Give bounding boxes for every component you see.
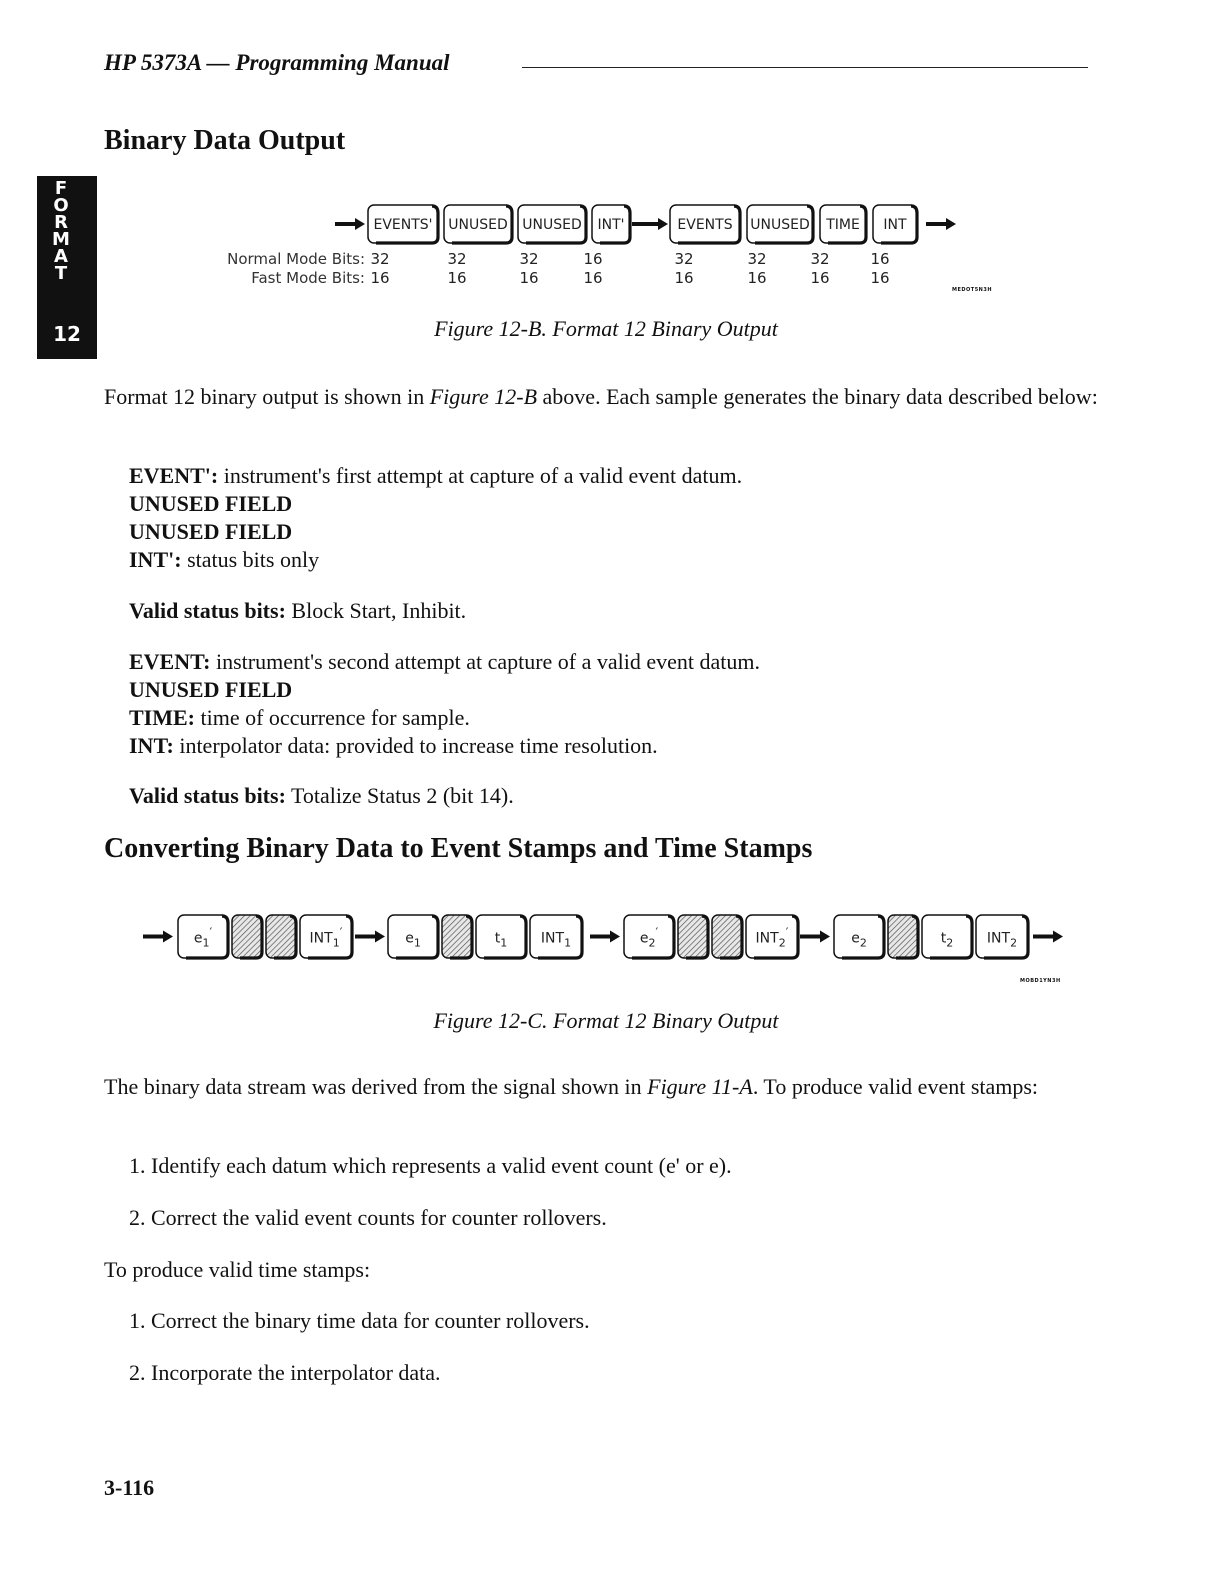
box-label: $INT_1'$ [309, 925, 343, 950]
running-header: HP 5373A — Programming Manual [104, 50, 450, 75]
data-box [232, 915, 262, 958]
event-step-2: 2. Correct the valid event counts for counter rollovers. [129, 1205, 607, 1230]
flow-arrow-head [1053, 931, 1063, 943]
intro-text: Format 12 binary output is shown in [104, 384, 430, 409]
normal-mode-bits: 16 [870, 250, 890, 268]
flow-arrow-head [163, 931, 173, 943]
figure-12b-caption: Figure 12-B. Format 12 Binary Output [434, 316, 778, 341]
flow-arrow-head [375, 931, 385, 943]
normal-mode-bits: 32 [810, 250, 830, 268]
box-label: INT' [597, 217, 625, 233]
normal-mode-label: Normal Mode Bits: [227, 250, 365, 268]
box-label: $INT_1$ [540, 930, 572, 950]
fast-mode-bits: 16 [519, 269, 539, 287]
field-item: UNUSED FIELD [129, 491, 293, 516]
figure-reference: Figure 12-B [429, 384, 538, 409]
box-label: EVENTS' [373, 217, 433, 233]
valid-status-bits-2: Valid status bits: Totalize Status 2 (bit 14). [129, 783, 514, 808]
flow-arrow-head [820, 931, 830, 943]
tab-letter: M [52, 229, 70, 250]
box-label: $t_2$ [940, 930, 954, 950]
figure-12b-code: MEDOT5N3H [952, 287, 993, 293]
box-label: $e_2$ [851, 930, 867, 950]
tab-letter: A [54, 246, 68, 267]
fast-mode-bits: 16 [870, 269, 890, 287]
field-item: EVENT': instrument's first attempt at capture of a valid event datum. [129, 463, 743, 488]
box-label: $e_1'$ [193, 925, 213, 950]
data-box [266, 915, 296, 958]
section-title-converting: Converting Binary Data to Event Stamps and Time Stamps [104, 833, 813, 864]
data-box [442, 915, 472, 958]
data-box [712, 915, 742, 958]
figure-12c-code: MOBD1YN3H [1020, 978, 1061, 984]
field-item: TIME: time of occurrence for sample. [129, 705, 470, 730]
section-title-binary-data-output: Binary Data Output [104, 125, 346, 156]
fast-mode-bits: 16 [747, 269, 767, 287]
figure-12c-boxes [143, 915, 1063, 958]
data-box [678, 915, 708, 958]
normal-mode-bits: 32 [747, 250, 767, 268]
box-label: UNUSED [448, 217, 508, 233]
normal-mode-bits: 32 [674, 250, 694, 268]
time-step-2: 2. Incorporate the interpolator data. [129, 1360, 441, 1385]
normal-mode-bits: 32 [447, 250, 467, 268]
box-label: $t_1$ [494, 930, 508, 950]
box-label: UNUSED [750, 217, 810, 233]
normal-mode-bits: 32 [519, 250, 539, 268]
tab-letter: R [54, 212, 68, 233]
fast-mode-bits: 16 [583, 269, 603, 287]
box-label: $e_2'$ [639, 925, 659, 950]
valid-status-bits-1: Valid status bits: Block Start, Inhibit. [129, 598, 467, 623]
fast-mode-bits: 16 [447, 269, 467, 287]
fast-mode-bits: 16 [810, 269, 830, 287]
fast-mode-bits: 16 [370, 269, 390, 287]
event-step-1: 1. Identify each datum which represents a valid event count (e' or e). [129, 1153, 732, 1178]
fast-mode-label: Fast Mode Bits: [251, 269, 365, 287]
tab-letter: O [53, 195, 69, 216]
box-label: INT [883, 217, 907, 233]
field-item: UNUSED FIELD [129, 519, 293, 544]
box-label: UNUSED [522, 217, 582, 233]
field-item: INT: interpolator data: provided to increase time resolution. [129, 733, 658, 758]
box-label: $INT_2'$ [755, 925, 789, 950]
field-item: INT': status bits only [129, 547, 320, 572]
derivation-paragraph: The binary data stream was derived from the signal shown in Figure 11-A. To produce valid event stamps: [104, 1074, 1039, 1099]
fast-mode-bits: 16 [674, 269, 694, 287]
tab-number: 12 [53, 322, 81, 346]
time-step-1: 1. Correct the binary time data for counter rollovers. [129, 1308, 590, 1333]
box-label: TIME [826, 217, 860, 233]
box-label: $e_1$ [405, 930, 421, 950]
tab-letter: T [54, 263, 68, 284]
flow-arrow-head [610, 931, 620, 943]
box-label: EVENTS [677, 217, 733, 233]
field-item: UNUSED FIELD [129, 677, 293, 702]
field-item: EVENT: instrument's second attempt at capture of a valid event datum. [129, 649, 761, 674]
figure-12c-caption: Figure 12-C. Format 12 Binary Output [433, 1008, 779, 1033]
tab-letter: F [54, 178, 68, 199]
time-stamps-intro: To produce valid time stamps: [104, 1257, 371, 1282]
normal-mode-bits: 16 [583, 250, 603, 268]
box-label: $INT_2$ [986, 930, 1018, 950]
figure-reference: Figure 11-A [647, 1074, 753, 1099]
data-box [888, 915, 918, 958]
intro-text: above. Each sample generates the binary data described below: [537, 384, 1098, 409]
normal-mode-bits: 32 [370, 250, 390, 268]
page-number: 3-116 [104, 1475, 155, 1500]
